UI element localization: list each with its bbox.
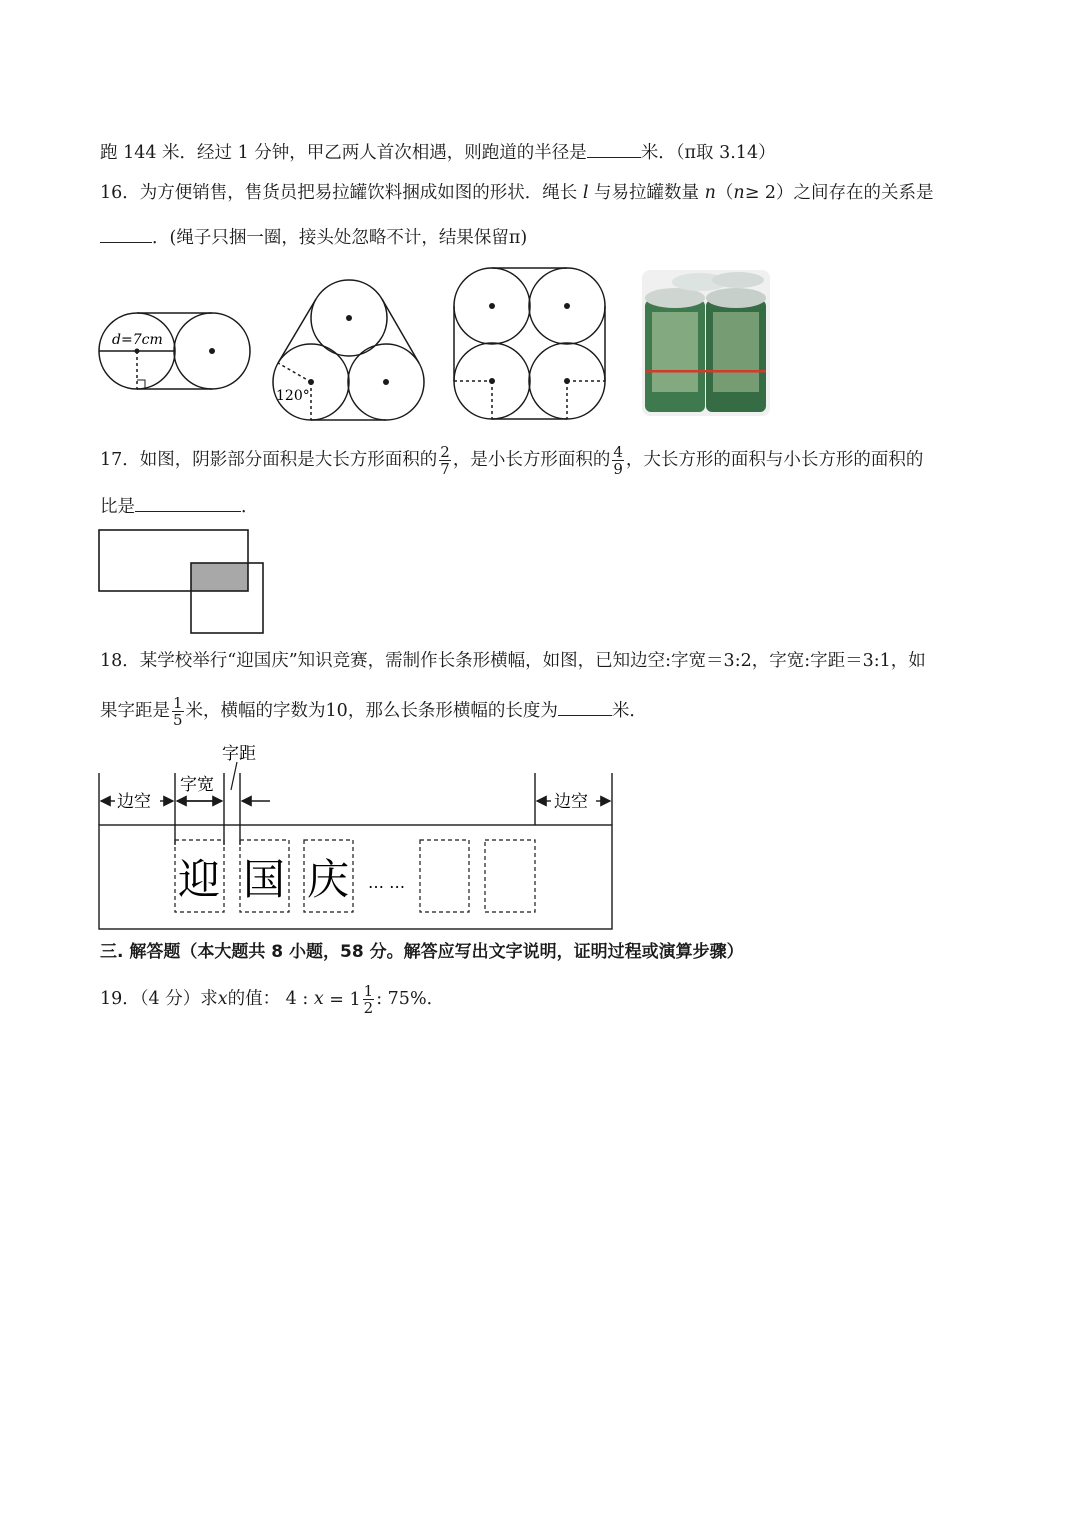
q17-answer-blank[interactable] [135, 493, 241, 512]
q17-text-b: ，是小长方形面积的 [452, 450, 611, 470]
banner-char-1: 迎 [177, 855, 221, 904]
banner-ellipsis: … … [368, 873, 406, 892]
rope-line [278, 299, 316, 363]
q17-text-c: ，大长方形的面积与小长方形的面积的 [625, 450, 924, 470]
center-dot [209, 348, 215, 354]
shaded-overlap [191, 563, 248, 591]
q16-answer-blank[interactable] [100, 224, 152, 243]
gap-pointer [231, 762, 237, 790]
q16-figures [0, 260, 1080, 430]
center-dot [135, 349, 140, 354]
q17-text-d: 比是 [100, 497, 135, 517]
q18-text-b: 果字距是 [100, 701, 170, 721]
q16-text-a: 16．为方便销售，售货员把易拉罐饮料捆成如图的形状．绳长 [100, 183, 578, 203]
q17-line-1 [100, 443, 923, 477]
center-dot [564, 378, 570, 384]
two-cans-diagram [99, 313, 250, 389]
q19-mixed-number: = 1 $\frac{1}{2}$ [329, 982, 374, 1017]
q17-fraction-1: $\frac{2}{7}$ [440, 443, 450, 478]
label-angle: 120° [276, 388, 310, 404]
q19-var-x: x [217, 989, 228, 1009]
q15-tail-line [100, 139, 776, 165]
q16-line-2 [100, 224, 527, 250]
char-box [420, 840, 469, 912]
q18-text-a: 18．某学校举行“迎国庆”知识竞赛，需制作长条形横幅，如图，已知边空:字宽＝3:2，字宽:字距＝3:1，如 [100, 651, 926, 671]
can-bundle-photo [642, 270, 770, 416]
banner-char-2: 国 [242, 855, 286, 904]
q16-text-b: 与易拉罐数量 [594, 183, 700, 203]
q18-text-d: 米． [611, 701, 647, 721]
label-margin-left: 边空 [117, 792, 151, 812]
center-dot [383, 379, 389, 385]
q17-line-2 [100, 493, 259, 519]
q17-text-a: 17．如图，阴影部分面积是大长方形面积的 [100, 450, 438, 470]
q18-text-c: 米，横幅的字数为10，那么长条形横幅的长度为 [185, 701, 558, 721]
radius-dashed [278, 363, 311, 382]
center-dot [564, 303, 570, 309]
q15-answer-blank[interactable] [587, 139, 641, 158]
center-dot [346, 315, 352, 321]
banner-char-3: 庆 [306, 855, 350, 904]
q17-fraction-2: $\frac{4}{9}$ [613, 443, 623, 478]
q16-var-l: l [582, 183, 589, 203]
label-char-gap: 字距 [222, 744, 256, 764]
q18-banner-figure [0, 735, 1080, 935]
q17-rectangles-figure [0, 525, 1080, 640]
label-margin-right: 边空 [554, 792, 588, 812]
q15-text-b: 米．（π取 3.14） [640, 143, 776, 163]
label-char-width: 字宽 [180, 775, 214, 795]
q18-line-2 [100, 694, 647, 728]
q16-text-c: （ [715, 183, 734, 203]
q18-answer-blank[interactable] [558, 697, 612, 716]
q19-text-b: 的值： [227, 989, 281, 1009]
center-dot [308, 379, 314, 385]
q16-var-n2: n [733, 183, 745, 203]
q18-line-1 [100, 649, 926, 673]
q19-equation: 4 : x = 1 $\frac{1}{2}$ : 75%． [286, 989, 444, 1009]
q15-text-a: 跑 144 米．经过 1 分钟，甲乙两人首次相遇，则跑道的半径是 [100, 143, 587, 163]
char-box [485, 840, 535, 912]
q18-fraction: $\frac{1}{5}$ [173, 694, 183, 729]
q17-text-e: ． [241, 497, 259, 517]
q16-text-d: ≥ 2）之间存在的关系是 [744, 183, 934, 203]
q16-text-e: ．(绳子只捆一圈，接头处忽略不计，结果保留π) [152, 228, 528, 248]
q19-line [100, 979, 444, 1020]
four-cans-diagram [454, 268, 605, 419]
center-dot [489, 378, 495, 384]
q19-text-a: 19．（4 分）求 [100, 989, 218, 1009]
label-diameter: d=7cm [112, 332, 163, 348]
q16-line-1 [100, 181, 934, 205]
q16-var-n: n [704, 183, 716, 203]
section-3-heading: 三. 解答题（本大题共 8 小题，58 分。解答应写出文字说明，证明过程或演算步骤） [100, 942, 744, 962]
center-dot [489, 303, 495, 309]
rope-line [382, 299, 419, 363]
